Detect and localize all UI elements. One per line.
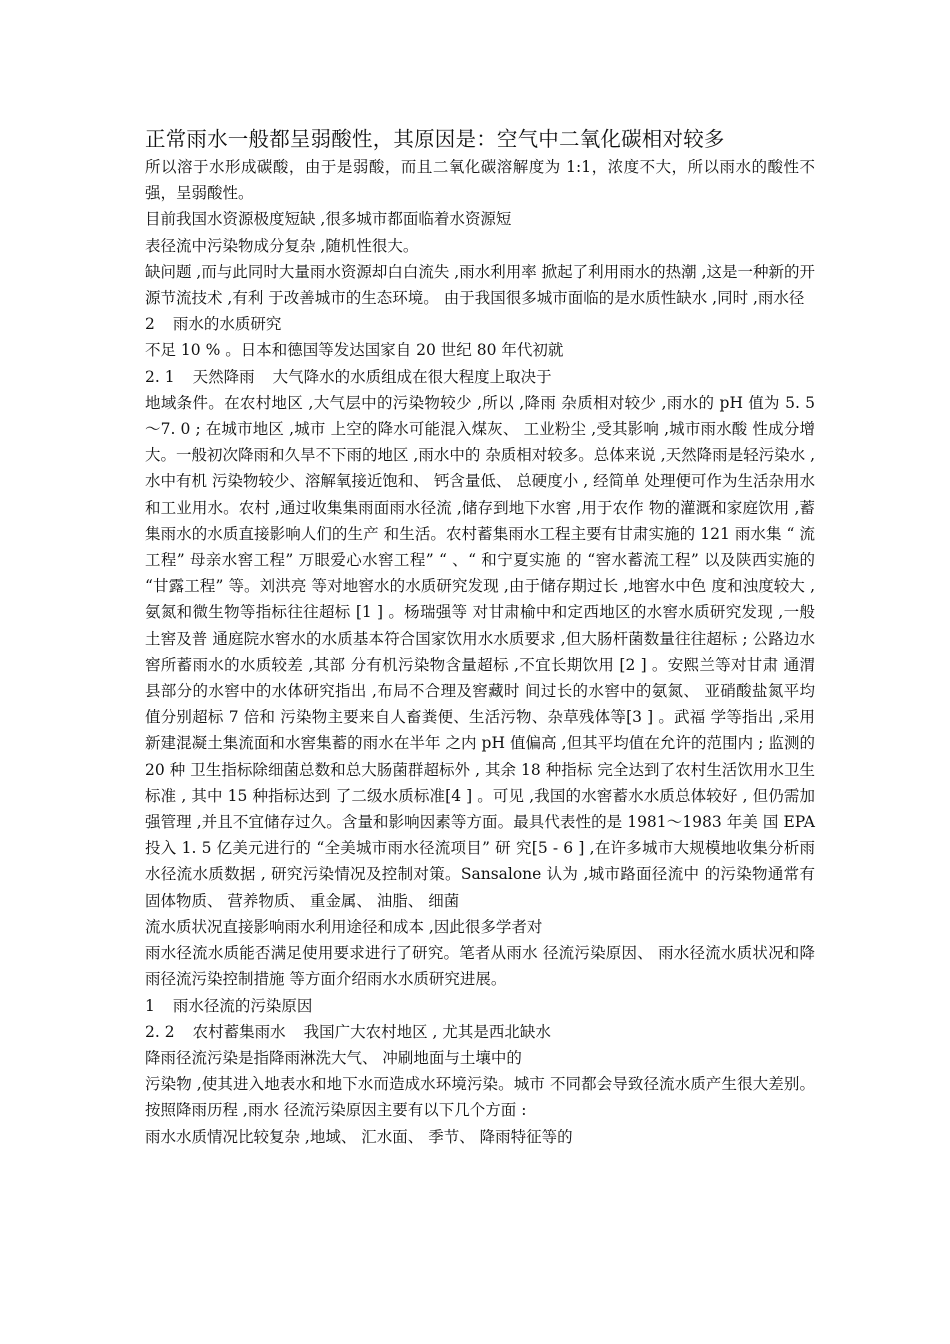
section-title: 雨水径流的污染原因 <box>172 996 313 1015</box>
section-heading-2-2 <box>145 1019 815 1045</box>
section-number: 2. 2 <box>145 1022 175 1041</box>
lead-heading-line: 正常雨水一般都呈弱酸性，其原因是：空气中二氧化碳相对较多 <box>145 127 725 151</box>
paragraph-acid-rain: 所以溶于水形成碳酸，由于是弱酸，而且二氧化碳溶解度为 1:1，浓度不大，所以雨水的酸性不强，呈弱酸性。 <box>145 158 815 203</box>
text-line-runoff-quality: 流水质状况直接影响雨水利用途径和成本 ,因此很多学者对 <box>145 917 543 936</box>
text-line-ten-percent: 不足 10 % 。日本和德国等发达国家自 20 世纪 80 年代初就 <box>145 341 564 360</box>
section-number: 1 <box>145 996 155 1015</box>
text-line-runoff-pollutants: 表径流中污染物成分复杂 ,随机性很大。 <box>145 236 419 255</box>
section-title: 雨水的水质研究 <box>172 315 282 334</box>
section-title: 农村蓄集雨水 <box>192 1022 286 1041</box>
text-line-runoff-definition: 降雨径流污染是指降雨淋洗大气、 冲刷地面与土壤中的 <box>145 1048 522 1067</box>
document-body <box>145 124 815 1150</box>
section-number: 2 <box>145 315 155 334</box>
section-heading-2-1 <box>145 364 815 390</box>
paragraph-natural-rain: 地域条件。在农村地区 ,大气层中的污染物较少 ,所以 ,降雨 杂质相对较少 ,雨水的 pH 值为 5. 5～7. 0 ; 在城市地区 ,城市 上空的降水可能混入煤灰、 工业粉尘 ,受其影响 ,城市雨水酸 性成分增大。一般初次降雨和久旱不下雨的地区 ,雨水中的 杂质相对较多。总体来说 ,天然降雨是轻污染水 , 水中有机 污染物较少、溶解氧接近饱和、 钙含量低、 总硬度小 , 经简单 处理便可作为生活杂用水和工业用水。农村 ,通过收集集雨面雨水径流 ,储存到地下水窖 ,用于农作 物的灌溉和家庭饮用 ,蓄集雨水的水质直接影响人们的生产 和生活。农村蓄集雨水工程主要有甘肃实施的 121 雨水集 “ 流工程” 母亲水窖工程” 万眼爱心水窖工程” “ 、“ 和宁夏实施 的 “窖水蓄流工程” 以及陕西实施的 “甘露工程” 等。刘洪亮 等对地窖水的水质研究发现 ,由于储存期过长 ,地窖水中色 度和浊度较大 ,氨氮和微生物等指标往往超标 [1 ] 。杨瑞强等 对甘肃榆中和定西地区的水窖水质研究发现 ,一般土窖及普 通庭院水窖水的水质基本符合国家饮用水水质要求 ,但大肠杆菌数量往往超标 ; 公路边水窖所蓄雨水的水质较差 ,其部 分有机污染物含量超标 ,不宜长期饮用 [2 ] 。安熙兰等对甘肃 通渭县部分的水窖中的水体研究指出 ,布局不合理及窖藏时 间过长的水窖中的氨氮、 亚硝酸盐氮平均值分别超标 7 倍和 污染物主要来自人畜粪便、生活污物、杂草残体等[3 ] 。武福 学等指出 ,采用新建混凝土集流面和水窖集蓄的雨水在半年 之内 pH 值偏高 ,但其平均值在允许的范围内 ; 监测的 20 种 卫生指标除细菌总数和总大肠菌群超标外 , 其余 18 种指标 完全达到了农村生活饮用水卫生标准 , 其中 15 种指标达到 了二级水质标准[4 ] 。可见 ,我国的水窖蓄水水质总体较好 , 但仍需加强管理 ,并且不宜储存过久。含量和影响因素等方面。最具代表性的是 1981～1983 年美 国 EPA 投入 1. 5 亿美元进行的 “全美城市雨水径流项目” 研 究[5 - 6 ] ,在许多城市大规模地收集分析雨水径流水质数据 , 研究污染情况及控制对策。Sansalone 认为 ,城市路面径流中 的污染物通常有固体物质、 营养物质、 重金属、 油脂、 细菌 <box>145 393 815 910</box>
paragraph-research-intro: 雨水径流水质能否满足使用要求进行了研究。笔者从雨水 径流污染原因、 雨水径流水质状况和降雨径流污染控制措施 等方面介绍雨水水质研究进展。 <box>145 944 815 989</box>
paragraph-pollution-causes: 污染物 ,使其进入地表水和地下水而造成水环境污染。城市 不同都会导致径流水质产生很大差别。按照降雨历程 ,雨水 径流污染原因主要有以下几个方面 : <box>145 1075 815 1120</box>
text-line-water-shortage: 目前我国水资源极度短缺 ,很多城市都面临着水资源短 <box>145 210 512 229</box>
section-heading-1 <box>145 993 815 1019</box>
section-lead-text: 我国广大农村地区 , 尤其是西北缺水 <box>303 1022 551 1041</box>
section-title: 天然降雨 <box>192 367 255 386</box>
section-number: 2. 1 <box>145 367 175 386</box>
section-lead-text: 大气降水的水质组成在很大程度上取决于 <box>272 367 552 386</box>
section-heading-2 <box>145 311 815 337</box>
text-line-quality-factors: 雨水水质情况比较复杂 ,地域、 汇水面、 季节、 降雨特征等的 <box>145 1127 573 1146</box>
paragraph-rainwater-utilization: 缺问题 ,而与此同时大量雨水资源却白白流失 ,雨水利用率 掀起了利用雨水的热潮 ,这是一种新的开源节流技术 ,有利 于改善城市的生态环境。 由于我国很多城市面临的是水质性缺水 ,同时 ,雨水径 <box>145 262 815 308</box>
